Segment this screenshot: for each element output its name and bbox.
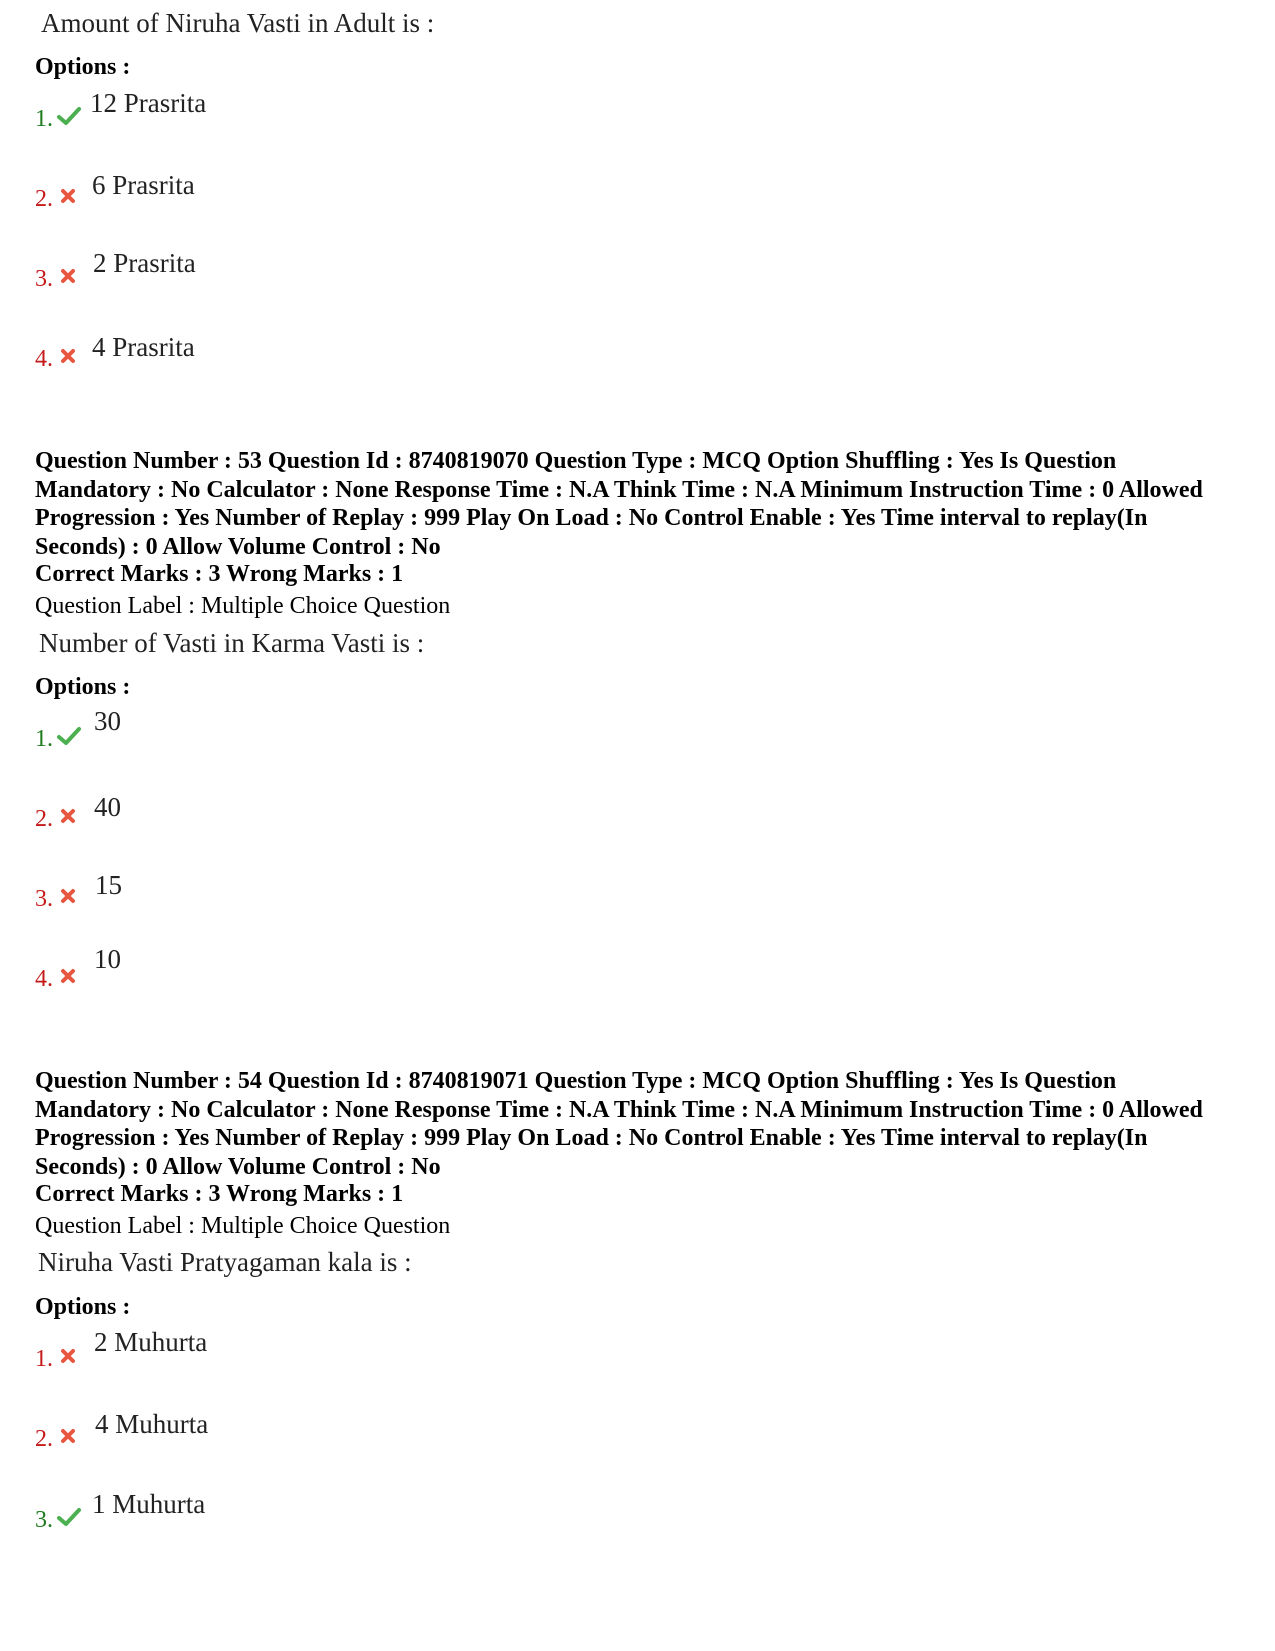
cross-icon xyxy=(60,268,76,289)
option-text: 2 Prasrita xyxy=(93,248,196,278)
option-number: 2. xyxy=(35,1426,53,1452)
cross-icon xyxy=(60,1348,76,1369)
question-marks: Correct Marks : 3 Wrong Marks : 1 xyxy=(35,1181,404,1207)
option-number: 1. xyxy=(35,726,53,752)
option-text: 15 xyxy=(95,870,122,900)
option-text: 40 xyxy=(94,792,121,822)
question-marks: Correct Marks : 3 Wrong Marks : 1 xyxy=(35,561,404,587)
option-text: 4 Prasrita xyxy=(92,332,195,362)
question-metadata: Question Number : 53 Question Id : 8740819070 Question Type : MCQ Option Shuffling : Yes Is Question Mandatory : No Calculator : None Response Time : N.A Think Time : N.A Minimum Instruction Time : 0 Allowed Progression : Yes Number of Replay : 999 Play On Load : No Control Enable : Yes Time interval to replay(In Seconds) : 0 Allow Volume Control : No xyxy=(35,448,1203,560)
option-text: 1 Muhurta xyxy=(92,1489,206,1519)
cross-icon xyxy=(60,348,76,369)
check-icon xyxy=(57,106,81,131)
question-text: Number of Vasti in Karma Vasti is : xyxy=(39,628,425,658)
option-number: 2. xyxy=(35,806,53,832)
question-text: Niruha Vasti Pratyagaman kala is : xyxy=(38,1247,412,1277)
cross-icon xyxy=(60,808,76,829)
option-number: 3. xyxy=(35,886,53,912)
question-label: Question Label : Multiple Choice Question xyxy=(35,1213,451,1239)
option-text: 10 xyxy=(94,944,121,974)
option-number: 1. xyxy=(35,1346,53,1372)
cross-icon xyxy=(60,1428,76,1449)
cross-icon xyxy=(60,888,76,909)
option-text: 2 Muhurta xyxy=(94,1327,208,1357)
check-icon xyxy=(57,1507,81,1532)
option-number: 4. xyxy=(35,346,53,372)
options-heading: Options : xyxy=(35,674,131,700)
option-number: 3. xyxy=(35,266,53,292)
option-number: 3. xyxy=(35,1507,53,1533)
option-number: 4. xyxy=(35,966,53,992)
option-text: 4 Muhurta xyxy=(95,1409,209,1439)
option-number: 1. xyxy=(35,106,53,132)
option-text: 12 Prasrita xyxy=(90,88,207,118)
check-icon xyxy=(57,726,81,751)
cross-icon xyxy=(60,188,76,209)
options-heading: Options : xyxy=(35,1294,131,1320)
cross-icon xyxy=(60,968,76,989)
options-heading: Options : xyxy=(35,54,131,80)
option-text: 6 Prasrita xyxy=(92,170,195,200)
question-metadata: Question Number : 54 Question Id : 8740819071 Question Type : MCQ Option Shuffling : Yes Is Question Mandatory : No Calculator : None Response Time : N.A Think Time : N.A Minimum Instruction Time : 0 Allowed Progression : Yes Number of Replay : 999 Play On Load : No Control Enable : Yes Time interval to replay(In Seconds) : 0 Allow Volume Control : No xyxy=(35,1068,1203,1180)
question-label: Question Label : Multiple Choice Question xyxy=(35,593,451,619)
option-number: 2. xyxy=(35,186,53,212)
option-text: 30 xyxy=(94,706,121,736)
question-text: Amount of Niruha Vasti in Adult is : xyxy=(41,8,435,38)
